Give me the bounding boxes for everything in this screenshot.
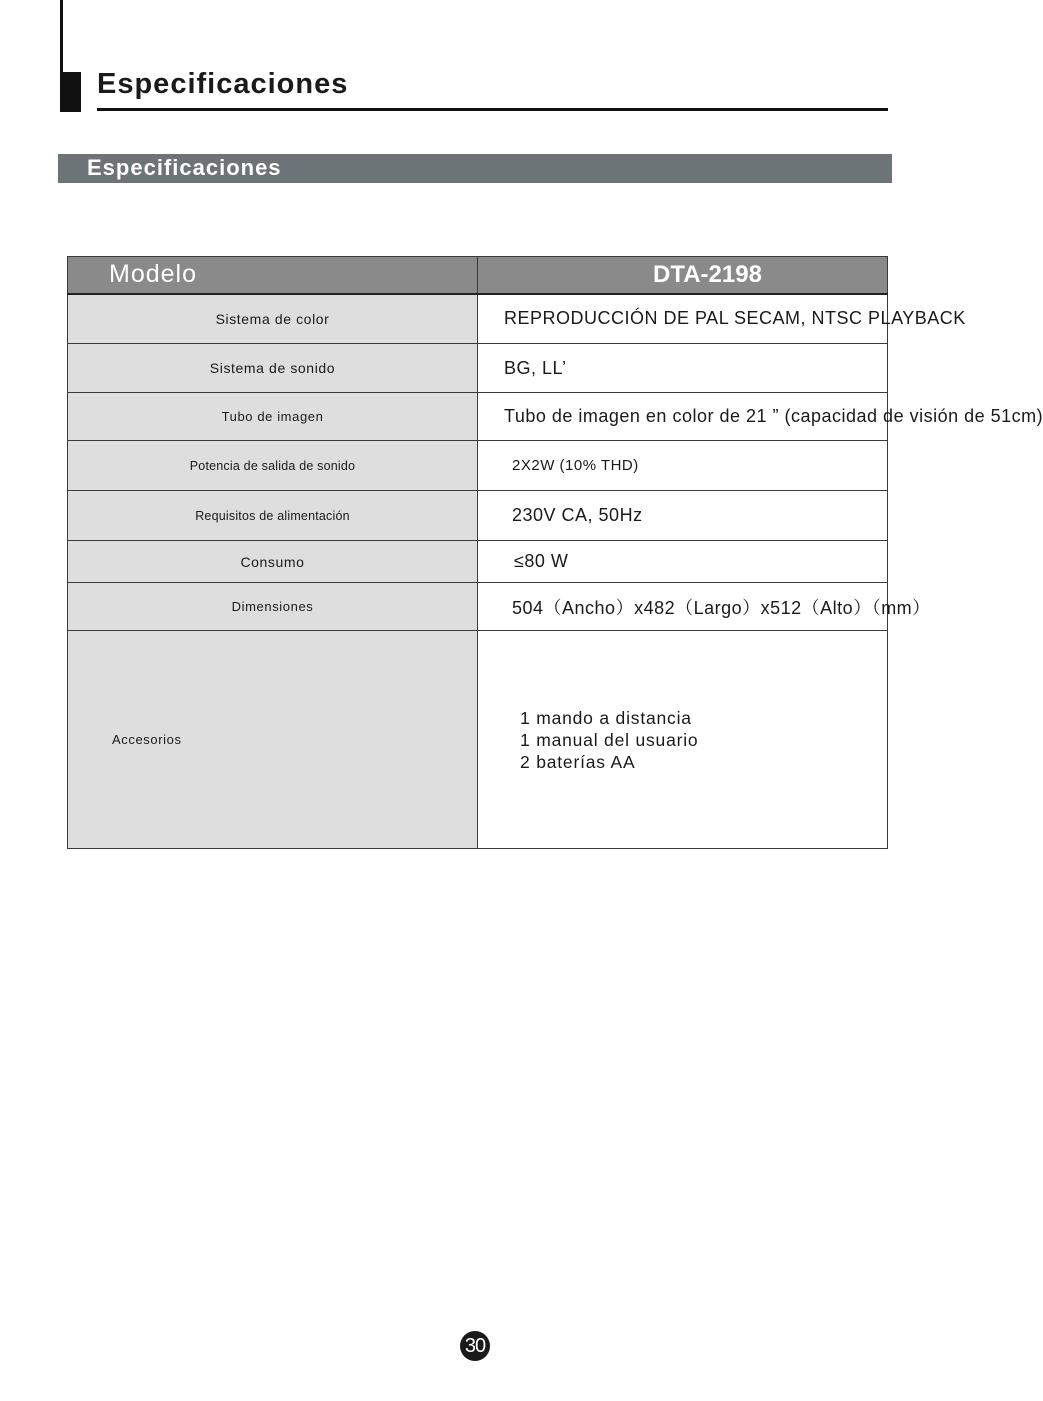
title-marker-block — [60, 72, 81, 112]
row-value: ≤80 W — [478, 541, 888, 583]
table-row-accessories — [68, 631, 888, 849]
table-row — [68, 583, 888, 631]
row-label: Tubo de imagen — [68, 393, 478, 441]
section-header-bar — [58, 154, 892, 183]
row-label: Requisitos de alimentación — [68, 491, 478, 541]
title-underline — [97, 108, 888, 111]
table-row — [68, 441, 888, 491]
row-label: Sistema de sonido — [68, 344, 478, 393]
list-item: 2 baterías AA — [520, 751, 636, 772]
row-value: REPRODUCCIÓN DE PAL SECAM, NTSC PLAYBACK — [478, 294, 888, 344]
table-row — [68, 491, 888, 541]
list-item: 1 mando a distancia — [520, 707, 692, 728]
accessories-value — [478, 631, 888, 849]
row-label: Dimensiones — [68, 583, 478, 631]
table-row — [68, 344, 888, 393]
row-value: BG, LL’ — [478, 344, 888, 393]
row-value: 2X2W (10% THD) — [478, 441, 888, 491]
table-row — [68, 294, 888, 344]
table-row — [68, 393, 888, 441]
row-value: 504（Ancho）x482（Largo）x512（Alto）（mm） — [478, 583, 888, 631]
row-value: Tubo de imagen en color de 21 ” (capacidad de visión de 51cm) — [478, 393, 888, 441]
row-label: Consumo — [68, 541, 478, 583]
table-row — [68, 541, 888, 583]
accessories-list — [478, 707, 887, 773]
list-item: 1 manual del usuario — [520, 729, 699, 750]
specifications-table — [67, 256, 1043, 849]
page-title: Especificaciones — [97, 68, 349, 100]
table-header-row — [68, 257, 888, 294]
left-margin-rule — [60, 0, 63, 74]
row-label: Potencia de salida de sonido — [68, 441, 478, 491]
row-value: 230V CA, 50Hz — [478, 491, 888, 541]
accessories-label: Accesorios — [68, 631, 478, 849]
model-value: DTA-2198 — [478, 257, 888, 294]
page-number-badge: 30 — [460, 1331, 490, 1361]
model-label: Modelo — [68, 257, 478, 294]
row-label: Sistema de color — [68, 294, 478, 344]
section-title: Especificaciones — [87, 155, 282, 180]
